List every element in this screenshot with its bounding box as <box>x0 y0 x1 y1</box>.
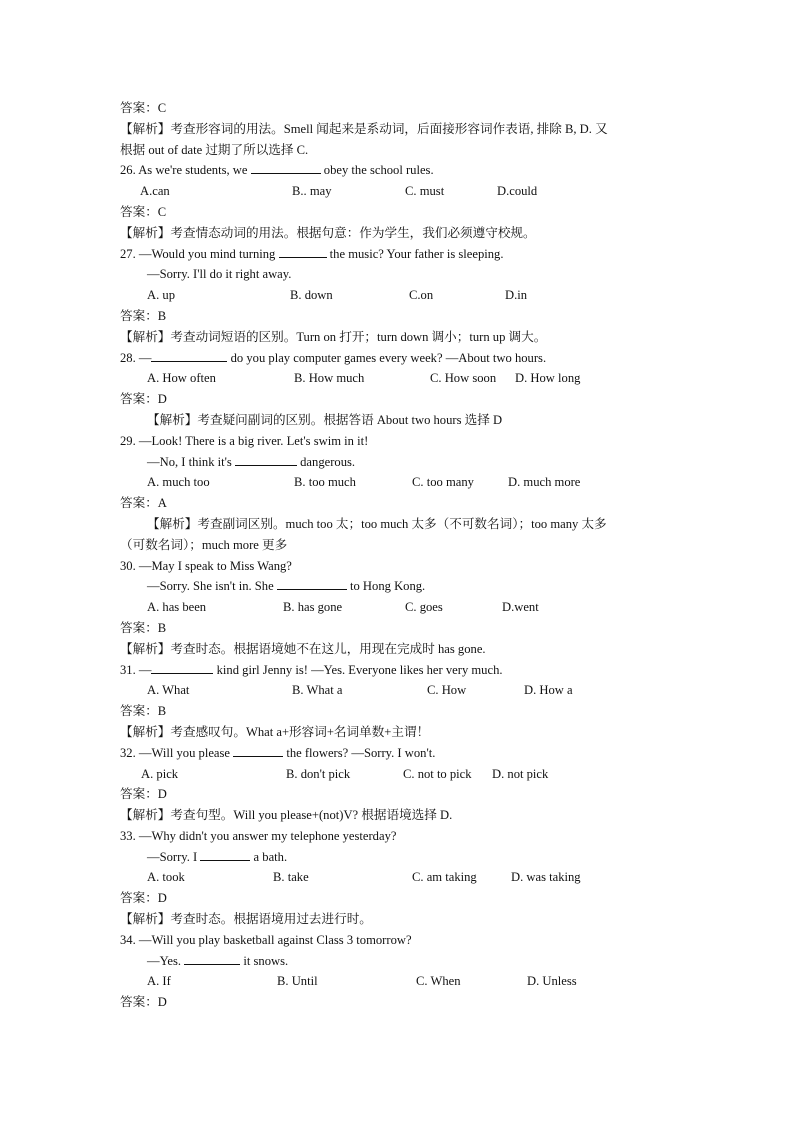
option: B. has gone <box>283 600 343 615</box>
option: A.can <box>140 184 170 199</box>
text-line: （可数名词）；much more 更多 <box>120 537 288 552</box>
text-line: 34. —Will you play basketball against Class 3 tomorrow? <box>120 932 412 947</box>
option: D.went <box>502 600 539 615</box>
option: D. much more <box>508 475 581 490</box>
option: B. down <box>290 288 333 303</box>
text-line <box>120 348 690 369</box>
text-line: 答案：D <box>120 995 167 1010</box>
text-line: 答案：B <box>120 308 167 323</box>
question-text: it snows. <box>240 953 289 968</box>
question-text: dangerous. <box>296 454 356 469</box>
text-line: 【解析】考查疑问副词的区别。根据答语 About two hours 选择 D <box>147 412 503 427</box>
text-line <box>120 743 690 764</box>
option: D. How long <box>515 371 581 386</box>
option: D. Unless <box>527 974 577 989</box>
question-text: —Yes. <box>147 953 185 968</box>
options-line <box>120 181 690 202</box>
answer-blank <box>279 245 327 258</box>
options-line <box>120 472 690 493</box>
options-line <box>120 597 690 618</box>
text-line: 【解析】考查时态。根据语境用过去进行时。 <box>120 912 372 927</box>
option: D. was taking <box>511 870 581 885</box>
option: B. too much <box>294 475 356 490</box>
text-line: 答案：A <box>120 496 167 511</box>
option: C. How <box>427 683 467 698</box>
text-line: 答案：D <box>120 891 167 906</box>
text-line: 答案：B <box>120 620 167 635</box>
text-line: 答案：D <box>120 392 167 407</box>
option: C. must <box>405 184 445 199</box>
answer-blank <box>251 161 321 174</box>
option: A. much too <box>147 475 210 490</box>
text-line <box>120 452 690 473</box>
question-text: the flowers? —Sorry. I won't. <box>283 745 436 760</box>
option: A. pick <box>141 766 179 781</box>
text-line: 30. —May I speak to Miss Wang? <box>120 558 292 573</box>
option: C. When <box>416 974 461 989</box>
text-line: 根据 out of date 过期了所以选择 C. <box>120 142 309 157</box>
text-line: 答案：C <box>120 101 167 115</box>
text-line <box>120 244 690 265</box>
options-line <box>120 680 690 701</box>
option: A. How often <box>147 371 216 386</box>
option: B. Until <box>277 974 318 989</box>
option: D. not pick <box>492 766 549 781</box>
option: B.. may <box>292 184 332 199</box>
question-text: the music? Your father is sleeping. <box>326 246 504 261</box>
answer-blank <box>235 453 297 466</box>
text-line <box>120 847 690 868</box>
question-text: do you play computer games every week? —About two hours. <box>227 350 547 365</box>
question-text: 28. — <box>120 350 152 365</box>
options-line <box>120 368 690 389</box>
text-line: 【解析】考查情态动词的用法。根据句意：作为学生，我们必须遵守校规。 <box>120 225 536 240</box>
option: C. goes <box>405 600 443 615</box>
option: B. take <box>273 870 309 885</box>
text-line: 【解析】考查动词短语的区别。Turn on 打开；turn down 调小；turn up 调大。 <box>120 329 547 344</box>
question-text: 32. —Will you please <box>120 745 234 760</box>
option: D.could <box>497 184 538 199</box>
option: A. What <box>147 683 190 698</box>
text-line <box>120 951 690 972</box>
question-text: —Sorry. She isn't in. She <box>147 579 277 594</box>
question-text: 27. —Would you mind turning <box>120 246 279 261</box>
answer-blank <box>233 744 283 757</box>
text-line <box>120 660 690 681</box>
text-line: 【解析】考查感叹句。What a+形容词+名词单数+主谓！ <box>120 724 430 739</box>
answer-blank <box>277 577 347 590</box>
option: A. took <box>147 870 185 885</box>
option: A. up <box>147 288 175 303</box>
text-line: 33. —Why didn't you answer my telephone yesterday? <box>120 828 397 843</box>
option: B. don't pick <box>286 766 351 781</box>
question-text: —No, I think it's <box>147 454 235 469</box>
option: C. am taking <box>412 870 477 885</box>
option: C. too many <box>412 475 474 490</box>
option: B. What a <box>292 683 343 698</box>
options-line <box>120 971 690 992</box>
text-line: 29. —Look! There is a big river. Let's swim in it! <box>120 433 369 448</box>
option: A. If <box>147 974 171 989</box>
text-line: 答案：D <box>120 787 167 802</box>
options-line <box>120 285 690 306</box>
text-line: 【解析】考查句型。Will you please+(not)V? 根据语境选择 D. <box>120 808 453 823</box>
answer-blank <box>200 848 250 861</box>
question-text: 31. — <box>120 662 152 677</box>
text-line <box>120 576 690 597</box>
option: A. has been <box>147 600 207 615</box>
option: C. How soon <box>430 371 497 386</box>
question-text: to Hong Kong. <box>346 579 426 594</box>
question-text: —Sorry. I <box>147 849 201 864</box>
option: B. How much <box>294 371 365 386</box>
question-text: 26. As we're students, we <box>120 163 251 178</box>
option: D. How a <box>524 683 573 698</box>
option: D.in <box>505 288 528 303</box>
text-line <box>120 160 690 181</box>
option: C.on <box>409 288 434 303</box>
document-page <box>120 98 690 1013</box>
text-line: 答案：B <box>120 704 167 719</box>
text-line: —Sorry. I'll do it right away. <box>147 267 292 282</box>
answer-blank <box>151 661 213 674</box>
options-line <box>120 764 690 785</box>
option: C. not to pick <box>403 766 472 781</box>
question-text: obey the school rules. <box>320 163 434 178</box>
text-line: 【解析】考查时态。根据语境她不在这儿，用现在完成时 has gone. <box>120 641 486 656</box>
answer-blank <box>184 952 240 965</box>
question-text: a bath. <box>250 849 288 864</box>
text-line: 答案：C <box>120 204 167 219</box>
text-line: 【解析】考查副词区别。much too 太；too much 太多（不可数名词）；too many 太多 <box>147 516 607 531</box>
text-line: 【解析】考查形容词的用法。Smell 闻起来是系动词，后面接形容词作表语, 排除 B, D. 又 <box>120 121 608 136</box>
answer-blank <box>151 349 227 362</box>
options-line <box>120 867 690 888</box>
question-text: kind girl Jenny is! —Yes. Everyone likes her very much. <box>213 662 503 677</box>
